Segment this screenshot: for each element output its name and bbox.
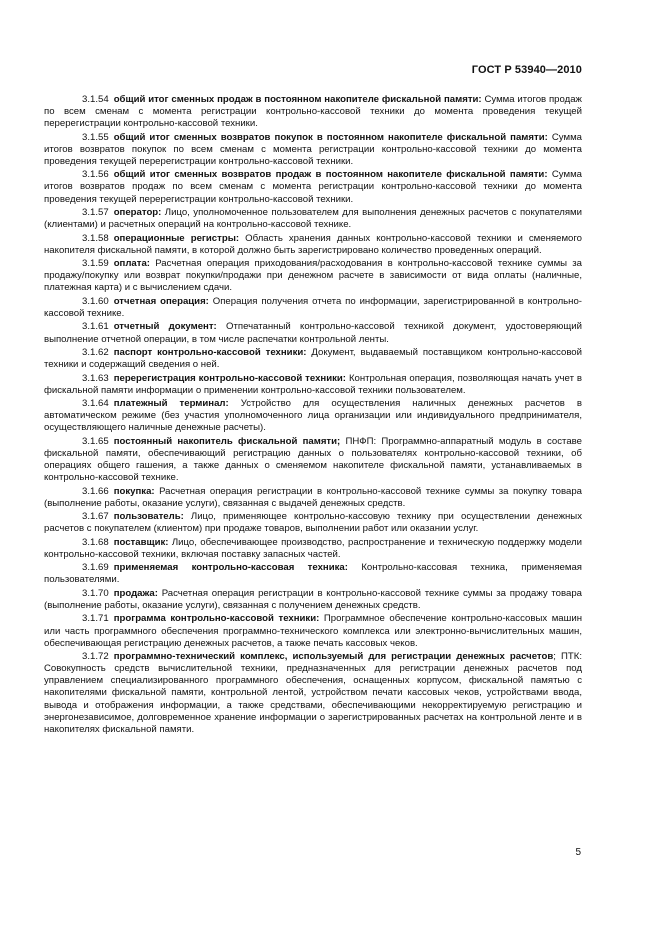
entry-number: 3.1.68: [82, 536, 109, 548]
entry-term: перерегистрация контрольно-кассовой техники:: [113, 372, 346, 384]
entry-definition: Контрольно-кассовая техника, применяемая пользователями.: [44, 562, 582, 586]
definition-entry: [44, 511, 582, 535]
entry-definition: Расчетная операция приходования/расходования в контрольно-кассовой технике суммы за продажу/покупку или возврат покупки/продажи при денежном расчете в зависимости от вида оплаты (наличные, платежная карта) и с вычислением сдачи.: [44, 258, 582, 294]
definition-entry: [44, 94, 582, 130]
entry-definition: Программное обеспечение контрольно-кассовых машин или часть программного обеспечения программно-технического комплекса или электронно-вычислительных машин, обеспечивающая регистрацию денежных расчетов, а также печать кассовых чеков.: [44, 613, 582, 649]
entry-number: 3.1.61: [82, 321, 109, 333]
entry-term: покупка:: [113, 485, 155, 497]
entry-definition: Операция получения отчета по информации, зарегистрированной в контрольно-кассовой технике.: [44, 295, 583, 319]
entry-definition: ПНФП: Программно-аппаратный модуль в составе фискальной памяти, обеспечивающий регистрацию данных о пользователях контрольно-кассовой техники, об операциях общего гашения, а также данных о сменяемом накопителе фискальной памяти, устанавливаемых в контрольно-кассовой технике.: [44, 435, 582, 484]
entry-term: программно-технический комплекс, используемый для регистрации денежных расчетов: [113, 651, 554, 663]
entry-term: платежный терминал:: [113, 398, 229, 410]
entry-definition: ; ПТК: Совокупность средств вычислительной техники, предназначенных для регистрации денежных расчетов под управлением специализированного программного обеспечения, оснащенных корпусом, фискальной памятью с накопителями фискальной памяти, контрольной лентой, устройством печати кассовых чеков, устройствами ввода, вывода и отображения информации, а также средствами, обеспечивающими некорректируемую регистрацию и энергонезависимое, долговременное хранение информации о зарегистрированных расчетах на контрольной ленте и в накопителях фискальной памяти.: [44, 651, 583, 735]
definition-entry: [44, 486, 582, 510]
definitions-list: [44, 94, 582, 737]
definition-entry: [44, 537, 582, 561]
definition-entry: [44, 562, 582, 586]
entry-definition: Сумма итогов продаж по всем сменам с момента регистрации контрольно-кассовой техники до момента проведения текущей перерегистрации контрольно-кассовой техники.: [44, 94, 582, 130]
entry-term: оплата:: [113, 258, 151, 270]
entry-number: 3.1.64: [82, 398, 109, 410]
entry-term: программа контрольно-кассовой техники:: [113, 613, 320, 625]
entry-number: 3.1.70: [82, 587, 109, 599]
entry-term: операционные регистры:: [113, 232, 240, 244]
entry-definition: Документ, выдаваемый поставщиком контрольно-кассовой техники и содержащий сведения о ней.: [44, 347, 583, 371]
entry-term: отчетная операция:: [113, 295, 209, 307]
entry-term: продажа:: [113, 587, 158, 599]
entry-definition: Лицо, применяющее контрольно-кассовую технику при осуществлении денежных расчетов с покупателем (клиентом) при продаже товаров, выполнении работ или оказании услуг.: [44, 511, 582, 535]
page-number: 5: [575, 847, 581, 858]
definition-entry: [44, 296, 582, 320]
entry-definition: Расчетная операция регистрации в контрольно-кассовой технике суммы за покупку товара (выполнение работы, оказание услуги), связанная с выдачей денежных средств.: [44, 485, 582, 509]
entry-number: 3.1.56: [82, 169, 109, 181]
entry-number: 3.1.69: [82, 562, 109, 574]
entry-term: общий итог сменных продаж в постоянном накопителе фискальной памяти:: [113, 94, 482, 105]
definition-entry: [44, 132, 582, 168]
definition-entry: [44, 233, 582, 257]
entry-definition: Лицо, уполномоченное пользователем для выполнения денежных расчетов с покупателями (клиентами) и расчетных операций на контрольно-кассовой технике.: [44, 207, 582, 231]
entry-term: общий итог сменных возвратов покупок в постоянном накопителе фискальной памяти:: [113, 131, 548, 143]
entry-definition: Сумма итогов возвратов продаж по всем сменам с момента регистрации контрольно-кассовой техники до момента проведения текущей перерегистрации контрольно-кассовой техники.: [44, 169, 583, 205]
entry-term: применяемая контрольно-кассовая техника:: [113, 562, 348, 574]
entry-term: пользователь:: [113, 511, 184, 523]
entry-definition: Контрольная операция, позволяющая начать учет в фискальной памяти информации о применении контрольно-кассовой техники пользователем.: [44, 372, 582, 396]
document-id-header: ГОСТ Р 53940—2010: [471, 64, 582, 76]
definition-entry: [44, 373, 582, 397]
entry-term: общий итог сменных возвратов продаж в постоянном накопителе фискальной памяти:: [113, 169, 548, 181]
entry-number: 3.1.65: [82, 435, 109, 447]
entry-number: 3.1.66: [82, 485, 109, 497]
entry-term: постоянный накопитель фискальной памяти;: [113, 435, 341, 447]
entry-definition: Устройство для осуществления наличных денежных расчетов в автоматическом режиме (без участия уполномоченного лица организации или индивидуального предпринимателя, осуществляющего наличные денежные расчеты).: [44, 398, 582, 434]
definition-entry: [44, 651, 582, 736]
entry-definition: Область хранения данных контрольно-кассовой техники и сменяемого накопителя фискальной памяти, в которой должно быть зарегистрировано количество проведенных операций.: [44, 232, 582, 256]
entry-number: 3.1.71: [82, 613, 109, 625]
entry-term: поставщик:: [113, 536, 169, 548]
entry-number: 3.1.54: [82, 94, 109, 105]
definition-entry: [44, 207, 582, 231]
entry-number: 3.1.58: [82, 232, 109, 244]
entry-number: 3.1.55: [82, 131, 109, 143]
definition-entry: [44, 347, 582, 371]
definition-entry: [44, 613, 582, 649]
entry-definition: Сумма итогов возвратов покупок по всем сменам с момента регистрации контрольно-кассовой техники до момента проведения текущей перерегистрации контрольно-кассовой техники.: [44, 131, 583, 167]
definition-entry: [44, 169, 582, 205]
entry-term: отчетный документ:: [113, 321, 217, 333]
entry-number: 3.1.72: [82, 651, 109, 663]
entry-number: 3.1.67: [82, 511, 109, 523]
entry-number: 3.1.62: [82, 347, 109, 358]
entry-definition: Отпечатанный контрольно-кассовой техникой документ, удостоверяющий выполнение отчетной операции, в том числе распечатки контрольной ленты.: [44, 321, 582, 345]
definition-entry: [44, 588, 582, 612]
entry-number: 3.1.59: [82, 258, 109, 270]
definition-entry: [44, 436, 582, 484]
entry-definition: Расчетная операция регистрации в контрольно-кассовой технике суммы за продажу товара (выполнение работы, оказание услуги), связанная с получением денежных средств.: [44, 587, 582, 611]
entry-number: 3.1.63: [82, 372, 109, 384]
definition-entry: [44, 258, 582, 294]
entry-definition: Лицо, обеспечивающее производство, распространение и техническую поддержку модели контрольно-кассовой техники, включая поставку запасных частей.: [44, 536, 582, 560]
entry-term: паспорт контрольно-кассовой техники:: [113, 347, 307, 358]
entry-number: 3.1.60: [82, 295, 109, 307]
entry-term: оператор:: [113, 207, 162, 219]
entry-number: 3.1.57: [82, 207, 109, 219]
definition-entry: [44, 321, 582, 345]
definition-entry: [44, 398, 582, 434]
